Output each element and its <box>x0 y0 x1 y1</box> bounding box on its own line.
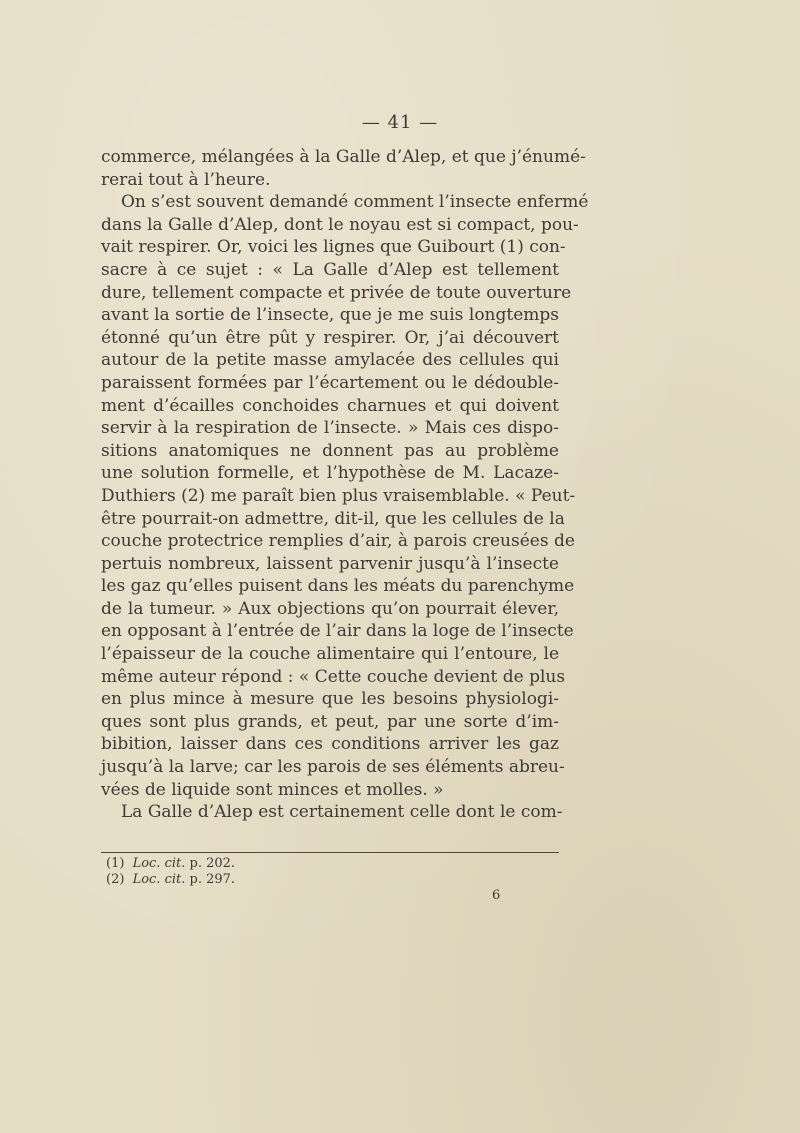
footnote-separator <box>101 852 559 853</box>
text-line: On s’est souvent demandé comment l’insecte enfermé <box>121 192 589 213</box>
text-line: avant la sortie de l’insecte, que je me suis longtemps <box>101 305 559 326</box>
text-line: servir à la respiration de l’insecte. » Mais ces dispo- <box>101 418 559 439</box>
text-line: bibition, laisser dans ces conditions arriver les gaz <box>101 734 559 755</box>
text-line: de la tumeur. » Aux objections qu’on pourrait élever, <box>101 598 559 619</box>
text-line: paraissent formées par l’écartement ou le dédouble- <box>101 372 559 393</box>
text-line: sitions anatomiques ne donnent pas au problème <box>101 440 559 461</box>
text-line: sacre à ce sujet : « La Galle d’Alep est tellement <box>101 259 559 280</box>
body-text <box>101 146 589 824</box>
text-line: vées de liquide sont minces et molles. » <box>101 779 444 800</box>
signature-mark: 6 <box>492 888 501 903</box>
text-line: commerce, mélangées à la Galle d’Alep, et que j’énumé- <box>101 147 586 167</box>
footnote-page: p. 202. <box>189 856 236 871</box>
text-line: étonné qu’un être pût y respirer. Or, j’ai découvert <box>101 327 559 348</box>
text-line: ques sont plus grands, et peut, par une sorte d’im- <box>101 711 559 732</box>
text-line: autour de la petite masse amylacée des cellules qui <box>101 350 559 371</box>
text-line: La Galle d’Alep est certainement celle dont le com- <box>121 802 563 823</box>
footnote-source: Loc. cit. <box>132 856 186 871</box>
page-number: — 41 — <box>361 112 439 133</box>
text-line: pertuis nombreux, laissent parvenir jusqu’à l’insecte <box>101 553 559 574</box>
text-line: vait respirer. Or, voici les lignes que Guibourt (1) con- <box>101 237 566 258</box>
text-line: rerai tout à l’heure. <box>101 169 271 190</box>
text-line: jusqu’à la larve; car les parois de ses éléments abreu- <box>101 757 565 778</box>
text-line: en plus mince à mesure que les besoins physiologi- <box>101 689 559 710</box>
text-line: même auteur répond : « Cette couche devient de plus <box>101 666 566 687</box>
footnote-ref: (2) <box>106 872 125 887</box>
text-line: couche protectrice remplies d’air, à parois creusées de <box>101 531 575 552</box>
footnote-2 <box>106 872 235 888</box>
text-line: dans la Galle d’Alep, dont le noyau est si compact, pou- <box>101 214 579 235</box>
footnote-ref: (1) <box>106 856 125 871</box>
footnote-1 <box>106 856 235 872</box>
text-line: ment d’écailles conchoides charnues et qui doivent <box>101 395 559 416</box>
text-line: une solution formelle, et l’hypothèse de M. Lacaze- <box>101 463 559 484</box>
text-line: les gaz qu’elles puisent dans les méats du parenchyme <box>101 576 575 597</box>
footnotes <box>106 856 235 888</box>
text-line: dure, tellement compacte et privée de toute ouverture <box>101 282 572 303</box>
footnote-page: p. 297. <box>189 872 236 887</box>
footnote-source: Loc. cit. <box>132 872 186 887</box>
text-line: être pourrait-on admettre, dit-il, que les cellules de la <box>101 508 565 529</box>
text-line: Duthiers (2) me paraît bien plus vraisemblable. « Peut- <box>101 485 576 506</box>
text-line: en opposant à l’entrée de l’air dans la loge de l’insecte <box>101 621 574 642</box>
text-line: l’épaisseur de la couche alimentaire qui l’entoure, le <box>101 644 559 665</box>
